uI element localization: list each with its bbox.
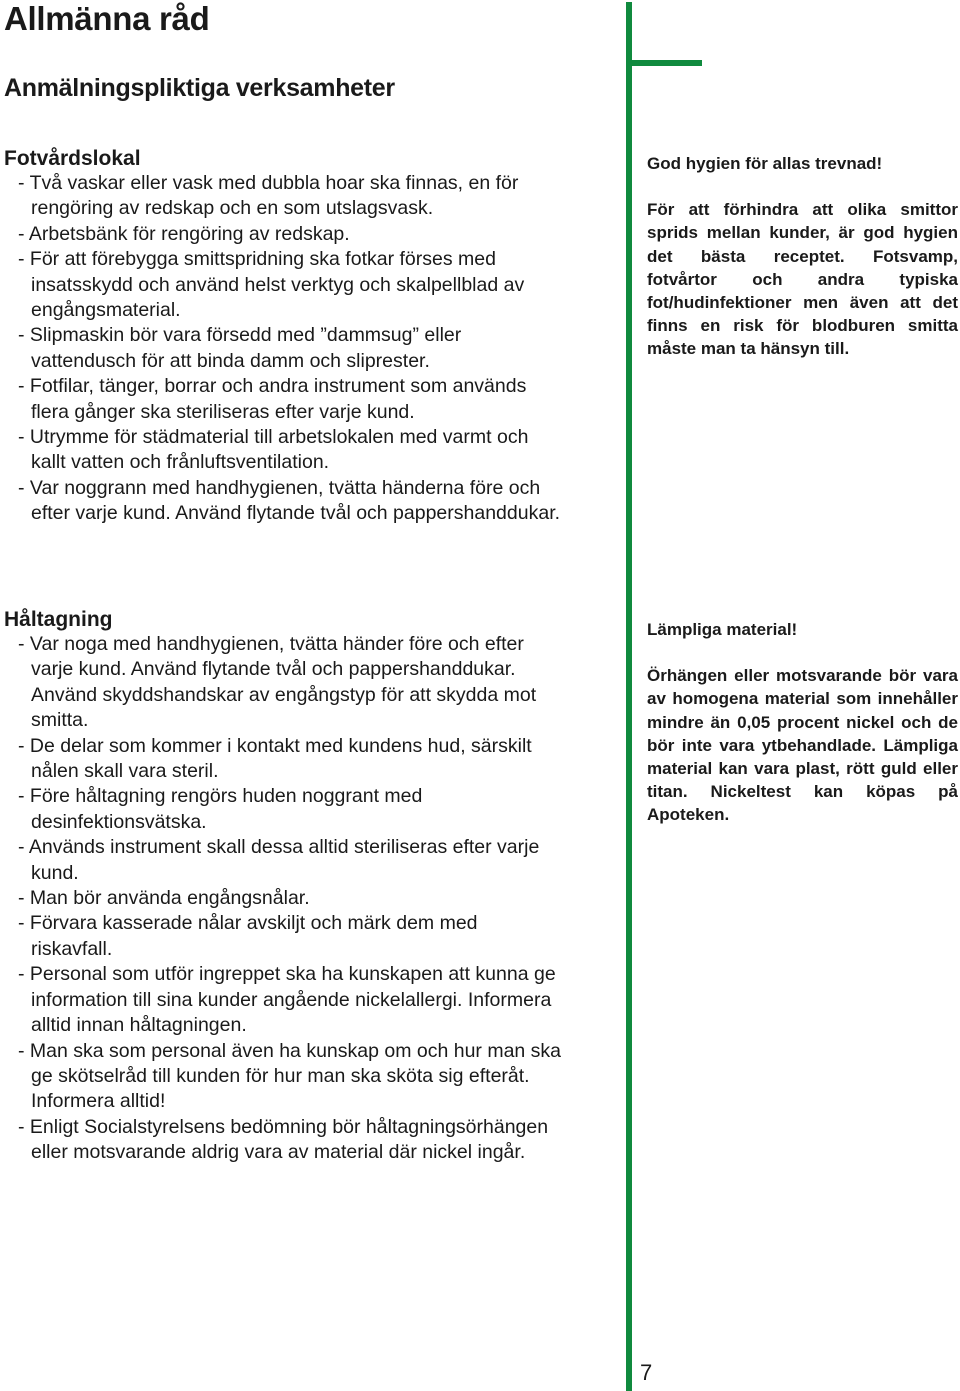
list-item: - Före håltagning rengörs huden noggrant med desinfektionsvätska. <box>4 784 564 835</box>
list-item: - Var noga med handhygienen, tvätta händer före och efter varje kund. Använd flytande tvål och pappershanddukar. Använd skyddshandskar av engångstyp för att skydda mot smitta. <box>4 632 564 734</box>
list-item: - Slipmaskin bör vara försedd med ”dammsug” eller vattendusch för att binda damm och sliprester. <box>4 323 564 374</box>
header-rule <box>626 60 702 66</box>
sidebar-note-hygiene <box>647 152 958 361</box>
list-item: - Två vaskar eller vask med dubbla hoar ska finnas, en för rengöring av redskap och en som utslagsvask. <box>4 171 564 222</box>
list-item: - De delar som kommer i kontakt med kundens hud, särskilt nålen skall vara steril. <box>4 734 564 785</box>
section-haltagning <box>4 607 564 1166</box>
page-subtitle: Anmälningspliktiga verksamheter <box>4 74 395 102</box>
list-item: - Förvara kasserade nålar avskiljt och märk dem med riskavfall. <box>4 911 564 962</box>
list-item: - Man bör använda engångsnålar. <box>4 886 564 911</box>
sidebar-note-materials <box>647 618 958 827</box>
requirement-list <box>4 171 564 527</box>
list-item: - Fotfilar, tänger, borrar och andra instrument som används flera gånger ska steriliseras efter varje kund. <box>4 374 564 425</box>
list-item: - Var noggrann med handhygienen, tvätta händerna före och efter varje kund. Använd flytande tvål och pappershanddukar. <box>4 476 564 527</box>
section-heading: Fotvårdslokal <box>4 147 141 170</box>
list-item: - Arbetsbänk för rengöring av redskap. <box>4 222 564 247</box>
list-item: - Används instrument skall dessa alltid steriliseras efter varje kund. <box>4 835 564 886</box>
section-fotvardslokal <box>4 146 564 527</box>
sidebar-note-body: Örhängen eller motsvarande bör vara av homogena material som innehåller mindre än 0,05 procent nickel och de bör inte vara ytbehandlade. Lämpliga material kan vara plast, rött guld eller titan. Nickeltest kan köpas på Apoteken. <box>647 666 958 825</box>
sidebar-note-body: För att förhindra att olika smittor sprids mellan kunder, är god hygien det bästa receptet. Fotsvamp, fotvårtor och andra typiska fot/hudinfektioner men även att det finns en risk för blodburen smitta måste man ta hänsyn till. <box>647 200 958 359</box>
list-item: - Personal som utför ingreppet ska ha kunskapen att kunna ge information till sina kunder angående nickelallergi. Informera alltid innan håltagningen. <box>4 962 564 1038</box>
page-title: Allmänna råd <box>4 0 210 37</box>
sidebar-note-title: Lämpliga material! <box>647 620 798 639</box>
section-heading: Håltagning <box>4 608 113 631</box>
vertical-divider <box>626 2 632 1391</box>
sidebar-note-title: God hygien för allas trevnad! <box>647 154 883 173</box>
list-item: - Utrymme för städmaterial till arbetslokalen med varmt och kallt vatten och frånluftsventilation. <box>4 425 564 476</box>
requirement-list <box>4 632 564 1166</box>
list-item: - Man ska som personal även ha kunskap om och hur man ska ge skötselråd till kunden för hur man ska sköta sig efteråt. Informera alltid! <box>4 1039 564 1115</box>
page-number: 7 <box>640 1360 653 1385</box>
list-item: - För att förebygga smittspridning ska fotkar förses med insatsskydd och använd helst verktyg och skalpellblad av engångsmaterial. <box>4 247 564 323</box>
list-item: - Enligt Socialstyrelsens bedömning bör håltagningsörhängen eller motsvarande aldrig vara av material där nickel ingår. <box>4 1115 564 1166</box>
